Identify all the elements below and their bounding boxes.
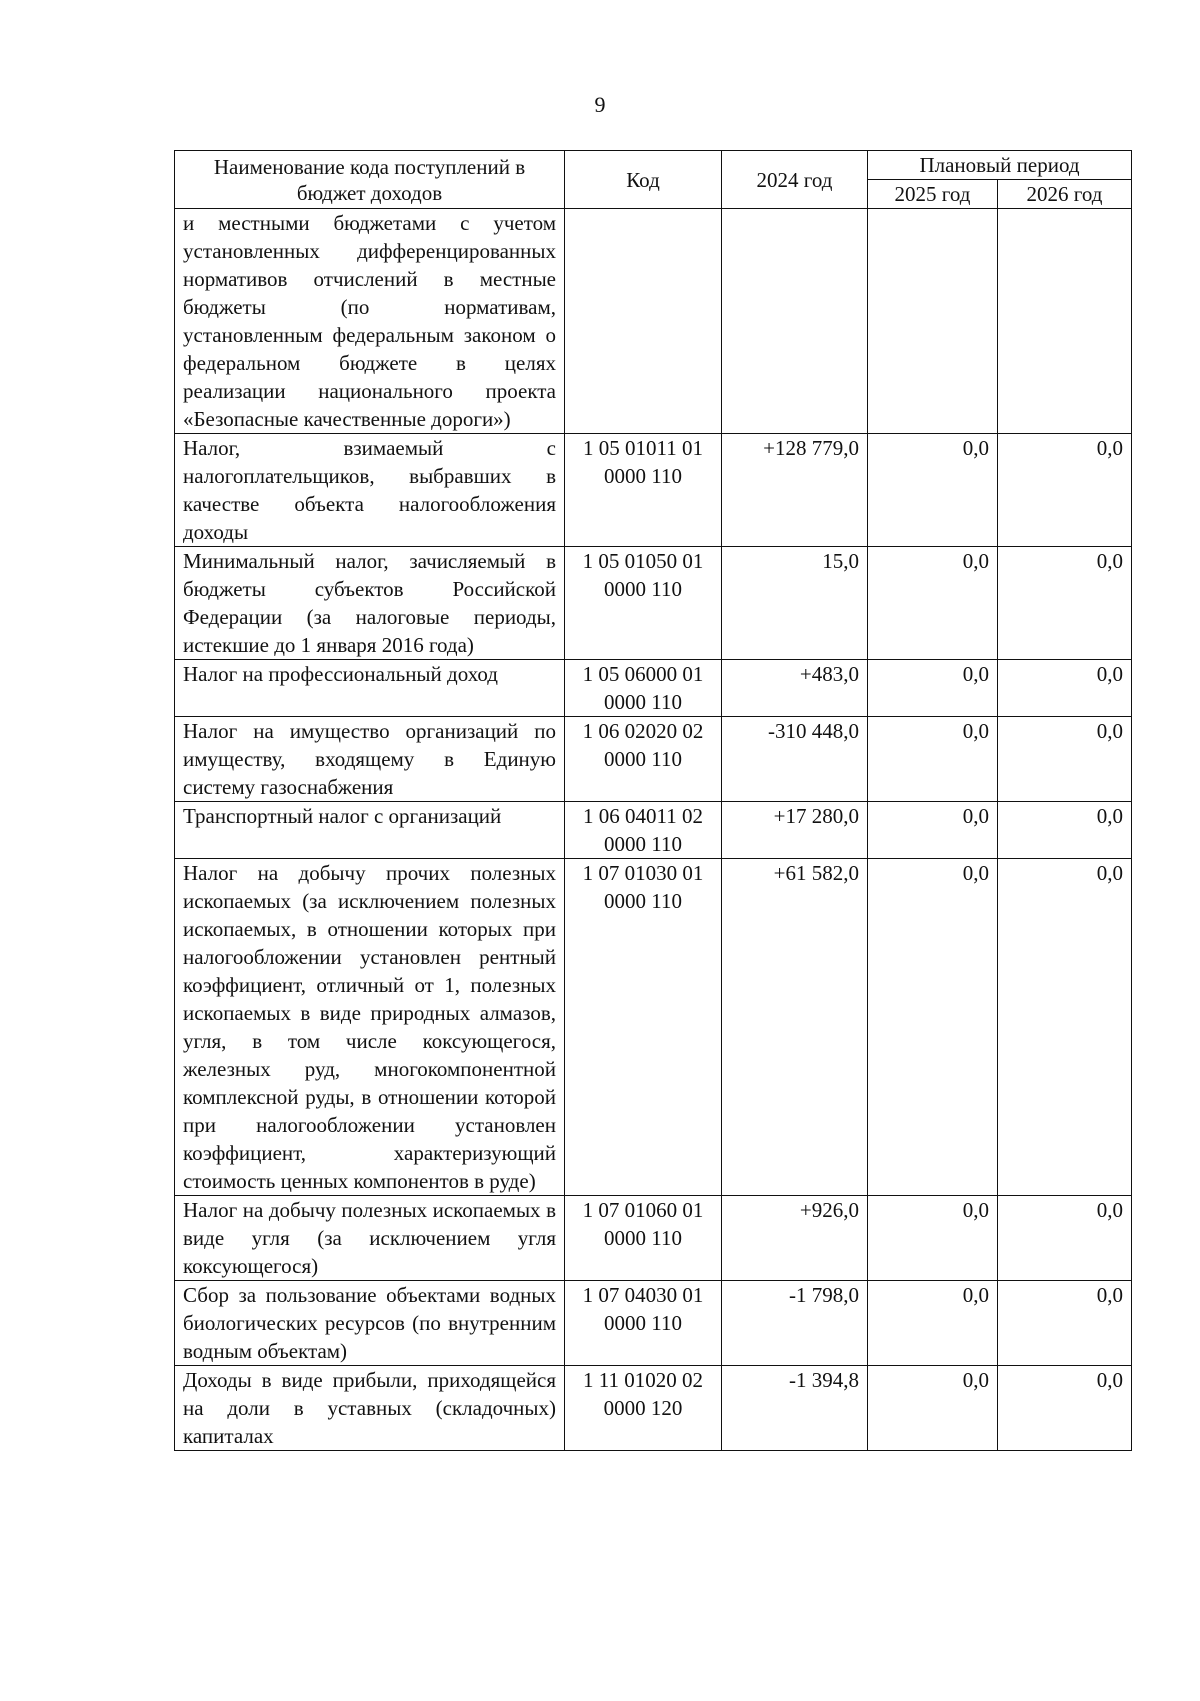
- row-code-cell: 1 05 06000 01 0000 110: [565, 660, 722, 717]
- table-row: [175, 859, 1132, 1196]
- row-name-cell: и местными бюджетами с учетом установленных дифференцированных нормативов отчислений в местные бюджеты (по нормативам, установленным федеральным законом о федеральном бюджете в целях реализации национального проекта «Безопасные качественные дороги»): [175, 209, 565, 434]
- row-name-cell: Налог на добычу прочих полезных ископаемых (за исключением полезных ископаемых, в отношении которых при налогообложении установлен рентный коэффициент, отличный от 1, полезных ископаемых в виде природных алмазов, угля, в том числе коксующегося, железных руд, многокомпонентной комплексной руды, в отношении которой при налогообложении установлен коэффициент, характеризующий стоимость ценных компонентов в руде): [175, 859, 565, 1196]
- row-2024-value: -1 394,8: [722, 1366, 868, 1451]
- row-2025-value: 0,0: [868, 1281, 998, 1366]
- row-code-cell: 1 06 02020 02 0000 110: [565, 717, 722, 802]
- row-2026-value: 0,0: [998, 802, 1132, 859]
- header-2024: 2024 год: [722, 151, 868, 209]
- row-2026-value: 0,0: [998, 1281, 1132, 1366]
- row-code-cell: 1 07 01030 01 0000 110: [565, 859, 722, 1196]
- row-name-cell: Налог на имущество организаций по имуществу, входящему в Единую систему газоснабжения: [175, 717, 565, 802]
- row-name-cell: Минимальный налог, зачисляемый в бюджеты субъектов Российской Федерации (за налоговые периоды, истекшие до 1 января 2016 года): [175, 547, 565, 660]
- row-name-cell: Налог, взимаемый с налогоплательщиков, выбравших в качестве объекта налогообложения доходы: [175, 434, 565, 547]
- row-code-cell: 1 07 01060 01 0000 110: [565, 1196, 722, 1281]
- row-name-cell: Доходы в виде прибыли, приходящейся на доли в уставных (складочных) капиталах: [175, 1366, 565, 1451]
- budget-revenue-table: [174, 150, 1132, 1451]
- row-2025-value: 0,0: [868, 660, 998, 717]
- header-planned-period: Плановый период: [868, 151, 1132, 180]
- row-2026-value: 0,0: [998, 434, 1132, 547]
- row-2025-value: 0,0: [868, 717, 998, 802]
- row-name-cell: Налог на добычу полезных ископаемых в виде угля (за исключением угля коксующегося): [175, 1196, 565, 1281]
- table-body: [175, 209, 1132, 1451]
- row-code-cell: [565, 209, 722, 434]
- row-2025-value: 0,0: [868, 434, 998, 547]
- header-2026: 2026 год: [998, 180, 1132, 209]
- row-name-cell: Налог на профессиональный доход: [175, 660, 565, 717]
- row-2024-value: +61 582,0: [722, 859, 868, 1196]
- row-2026-value: 0,0: [998, 1196, 1132, 1281]
- row-2025-value: [868, 209, 998, 434]
- table-row: [175, 1196, 1132, 1281]
- row-2025-value: 0,0: [868, 802, 998, 859]
- row-code-cell: 1 05 01050 01 0000 110: [565, 547, 722, 660]
- table-row: [175, 717, 1132, 802]
- row-2024-value: -310 448,0: [722, 717, 868, 802]
- header-2025: 2025 год: [868, 180, 998, 209]
- row-2026-value: 0,0: [998, 717, 1132, 802]
- table-row: [175, 802, 1132, 859]
- row-2025-value: 0,0: [868, 1366, 998, 1451]
- row-name-cell: Сбор за пользование объектами водных биологических ресурсов (по внутренним водным объектам): [175, 1281, 565, 1366]
- table-row: [175, 1281, 1132, 1366]
- row-code-cell: 1 11 01020 02 0000 120: [565, 1366, 722, 1451]
- row-2024-value: 15,0: [722, 547, 868, 660]
- row-2024-value: +483,0: [722, 660, 868, 717]
- row-2024-value: -1 798,0: [722, 1281, 868, 1366]
- row-2024-value: +17 280,0: [722, 802, 868, 859]
- row-2024-value: +128 779,0: [722, 434, 868, 547]
- row-2025-value: 0,0: [868, 547, 998, 660]
- header-code: Код: [565, 151, 722, 209]
- row-2026-value: 0,0: [998, 660, 1132, 717]
- row-2026-value: 0,0: [998, 859, 1132, 1196]
- row-code-cell: 1 06 04011 02 0000 110: [565, 802, 722, 859]
- row-code-cell: 1 05 01011 01 0000 110: [565, 434, 722, 547]
- row-2024-value: [722, 209, 868, 434]
- table-row: [175, 660, 1132, 717]
- table-row: [175, 547, 1132, 660]
- row-2026-value: [998, 209, 1132, 434]
- table-header: [175, 151, 1132, 209]
- table-row: [175, 1366, 1132, 1451]
- table-row: [175, 434, 1132, 547]
- row-2026-value: 0,0: [998, 547, 1132, 660]
- page-number: 9: [594, 92, 606, 117]
- row-2024-value: +926,0: [722, 1196, 868, 1281]
- row-2025-value: 0,0: [868, 859, 998, 1196]
- table-row: [175, 209, 1132, 434]
- row-2026-value: 0,0: [998, 1366, 1132, 1451]
- row-code-cell: 1 07 04030 01 0000 110: [565, 1281, 722, 1366]
- row-2025-value: 0,0: [868, 1196, 998, 1281]
- header-name: Наименование кода поступлений в бюджет доходов: [175, 151, 565, 209]
- row-name-cell: Транспортный налог с организаций: [175, 802, 565, 859]
